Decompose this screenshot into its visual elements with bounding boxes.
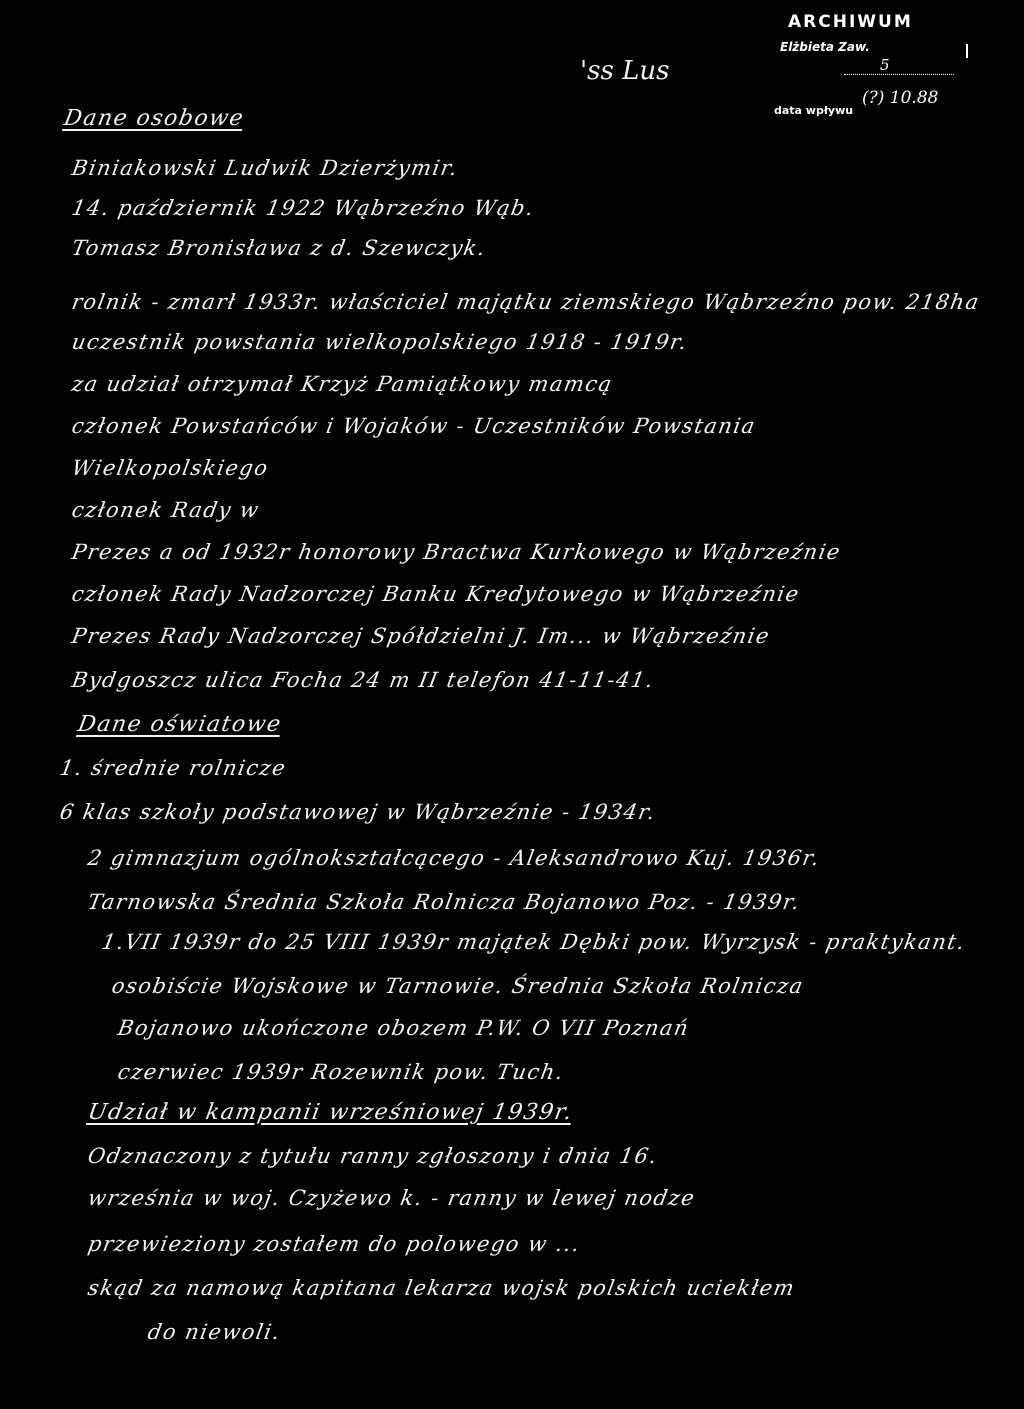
margin-annotation: 'ss Lus <box>580 56 670 86</box>
text-line: skąd za namową kapitana lekarza wojsk polskich uciekłem <box>86 1276 798 1300</box>
text-line: do niewoli. <box>146 1320 283 1344</box>
text-line: Tomasz Bronisława z d. Szewczyk. <box>70 236 489 260</box>
archive-stamp-number: 5 <box>880 56 890 74</box>
text-line: członek Powstańców i Wojaków - Uczestników Powstania <box>70 414 758 438</box>
text-line: rolnik - zmarł 1933r. właściciel majątku ziemskiego Wąbrzeźno pow. 218ha <box>70 290 982 314</box>
archive-stamp <box>770 8 970 117</box>
archive-stamp-date: (?) 10.88 <box>862 88 939 108</box>
text-line: 14. październik 1922 Wąbrzeźno Wąb. <box>70 196 537 220</box>
text-line: Tarnowska Średnia Szkoła Rolnicza Bojanowo Poz. - 1939r. <box>86 890 803 914</box>
heading-campaign: Udział w kampanii wrześniowej 1939r. <box>86 1100 575 1125</box>
stamp-dotted-line <box>844 74 954 75</box>
text-line: września w woj. Czyżewo k. - ranny w lewej nodze <box>86 1186 698 1210</box>
text-line: 1.VII 1939r do 25 VIII 1939r majątek Dębki pow. Wyrzysk - praktykant. <box>100 930 968 954</box>
archive-stamp-subtitle: Elżbieta Zaw. <box>780 40 870 54</box>
text-line: Bydgoszcz ulica Focha 24 m II telefon 41-11-41. <box>70 668 657 692</box>
text-line: za udział otrzymał Krzyż Pamiątkowy mamcą <box>70 372 615 396</box>
text-line: Biniakowski Ludwik Dzierżymir. <box>70 156 461 180</box>
text-line: osobiście Wojskowe w Tarnowie. Średnia Szkoła Rolnicza <box>110 974 806 998</box>
text-line: Prezes Rady Nadzorczej Spółdzielni J. Im... w Wąbrzeźnie <box>70 624 773 648</box>
text-line: Bojanowo ukończone obozem P.W. O VII Poznań <box>116 1016 692 1040</box>
archive-stamp-date-label: data wpływu <box>774 104 854 117</box>
text-line: uczestnik powstania wielkopolskiego 1918 - 1919r. <box>70 330 690 354</box>
text-line: członek Rady w <box>70 498 262 522</box>
text-line: 2 gimnazjum ogólnokształcącego - Aleksandrowo Kuj. 1936r. <box>86 846 823 870</box>
text-line: 1. średnie rolnicze <box>58 756 289 780</box>
archive-stamp-title: ARCHIWUM <box>788 12 913 32</box>
text-line: Odznaczony z tytułu ranny zgłoszony i dnia 16. <box>86 1144 660 1168</box>
text-line: członek Rady Nadzorczej Banku Kredytowego w Wąbrzeźnie <box>70 582 802 606</box>
text-line: Wielkopolskiego <box>70 456 271 480</box>
text-line: przewieziony zostałem do polowego w ... <box>86 1232 583 1256</box>
text-line: Prezes a od 1932r honorowy Bractwa Kurkowego w Wąbrzeźnie <box>70 540 844 564</box>
stamp-mark <box>966 44 968 58</box>
text-line: czerwiec 1939r Rozewnik pow. Tuch. <box>116 1060 567 1084</box>
heading-education: Dane oświatowe <box>76 712 284 737</box>
heading-personal-data: Dane osobowe <box>62 106 247 131</box>
text-line: 6 klas szkoły podstawowej w Wąbrzeźnie - 1934r. <box>58 800 658 824</box>
